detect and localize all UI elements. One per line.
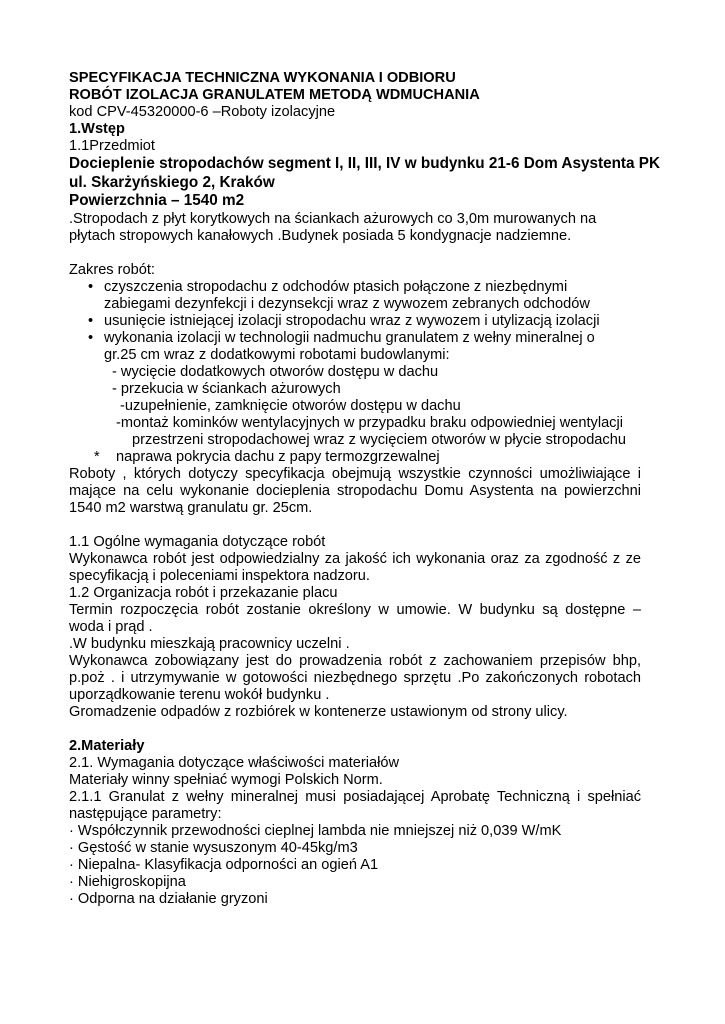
spec-title-line1: SPECYFIKACJA TECHNICZNA WYKONANIA I ODBIORU xyxy=(69,70,456,86)
scope-item-text: naprawa pokrycia dachu z papy termozgrzewalnej xyxy=(116,448,440,465)
param-rodent-resistant: · Odporna na działanie gryzoni xyxy=(69,890,268,907)
cpv-code: kod CPV-45320000-6 –Roboty izolacyjne xyxy=(69,104,336,120)
materials-norms: Materiały winny spełniać wymogi Polskich Norm. xyxy=(69,771,383,788)
section-1-1-heading: 1.1Przedmiot xyxy=(69,138,155,154)
organization-text: Termin rozpoczęcia robót zostanie określony w umowie. W budynku są dostępne – woda i prąd . xyxy=(69,601,641,635)
contractor-obligation: Wykonawca zobowiązany jest do prowadzenia robót z zachowaniem przepisów bhp, p.poż . i utrzymywanie w gotowości niezbędnego sprzętu .Po zakończonych robotach uporządkowanie terenu wokół budynku . xyxy=(69,652,641,703)
spacer xyxy=(69,721,641,738)
materials-heading: 2.Materiały xyxy=(69,737,145,754)
scope-item-text: zabiegami dezynfekcji i dezynsekcji wraz z wywozem zebranych odchodów xyxy=(104,295,590,312)
bullet-icon: • xyxy=(88,278,94,295)
scope-item-removal xyxy=(88,313,641,330)
object-line2: ul. Skarżyńskiego 2, Kraków xyxy=(69,173,275,191)
organization-heading: 1.2 Organizacja robót i przekazanie placu xyxy=(69,584,338,601)
scope-item-roof-repair xyxy=(94,449,641,466)
scope-item-text: czyszczenia stropodachu z odchodów ptasich połączone z niezbędnymi xyxy=(104,278,568,295)
granulate-requirements: 2.1.1 Granulat z wełny mineralnej musi posiadającej Aprobatę Techniczną i spełniać następujące parametry: xyxy=(69,788,641,822)
spacer xyxy=(69,245,641,262)
asterisk-icon: * xyxy=(94,448,100,465)
scope-item-text: gr.25 cm wraz z dodatkowymi robotami budowlanymi: xyxy=(104,346,450,363)
section-1-heading: 1.Wstęp xyxy=(69,121,125,137)
general-requirements-text: Wykonawca robót jest odpowiedzialny za jakość ich wykonania oraz za zgodność z ze specyfikacją i poleceniami inspektora nadzoru. xyxy=(69,550,641,584)
bullet-icon: • xyxy=(88,329,94,346)
sub-item-openings: - wycięcie dodatkowych otworów dostępu w dachu xyxy=(112,363,439,380)
sub-item-closing: -uzupełnienie, zamknięcie otworów dostępu w dachu xyxy=(120,397,461,414)
sub-item-walls: - przekucia w ściankach ażurowych xyxy=(112,380,341,397)
scope-heading: Zakres robót: xyxy=(69,261,155,278)
waste-note: Gromadzenie odpadów z rozbiórek w kontenerze ustawionym od strony ulicy. xyxy=(69,703,568,720)
scope-summary: Roboty , których dotyczy specyfikacja obejmują wszystkie czynności umożliwiające i mające na celu wykonanie docieplenia stropodachu Domu Asystenta na powierzchni 1540 m2 warstwą granulatu gr. 25cm. xyxy=(69,465,641,516)
sub-item-vents-line1: -montaż kominków wentylacyjnych w przypadku braku odpowiedniej wentylacji xyxy=(116,414,623,431)
param-fire-class: · Niepalna- Klasyfikacja odporności an ogień A1 xyxy=(69,856,379,873)
object-line1: Docieplenie stropodachów segment I, II, III, IV w budynku 21-6 Dom Asystenta PK xyxy=(69,155,661,172)
spec-title-line2: ROBÓT IZOLACJA GRANULATEM METODĄ WDMUCHANIA xyxy=(69,87,480,103)
residents-note: .W budynku mieszkają pracownicy uczelni . xyxy=(69,635,350,652)
description-line1: .Stropodach z płyt korytkowych na ściankach ażurowych co 3,0m murowanych na xyxy=(69,210,597,227)
document-page xyxy=(69,70,661,908)
param-conductivity: · Współczynnik przewodności cieplnej lambda nie mniejszej niż 0,039 W/mK xyxy=(69,822,562,839)
general-requirements-heading: 1.1 Ogólne wymagania dotyczące robót xyxy=(69,533,326,550)
description-line2: płytach stropowych kanałowych .Budynek posiada 5 kondygnacje nadziemne. xyxy=(69,227,572,244)
param-non-hygroscopic: · Niehigroskopijna xyxy=(69,873,186,890)
scope-list xyxy=(88,279,641,364)
param-density: · Gęstość w stanie wysuszonym 40-45kg/m3 xyxy=(69,839,358,856)
spacer xyxy=(69,517,641,534)
scope-item-text: wykonania izolacji w technologii nadmuchu granulatem z wełny mineralnej o xyxy=(104,329,595,346)
materials-requirements-heading: 2.1. Wymagania dotyczące właściwości materiałów xyxy=(69,754,399,771)
scope-item-cleaning xyxy=(88,279,641,313)
area-line: Powierzchnia – 1540 m2 xyxy=(69,192,245,209)
sub-item-vents-line2: przestrzeni stropodachowej wraz z wycięciem otworów w płycie stropodachu xyxy=(132,431,626,448)
scope-item-insulation xyxy=(88,330,641,364)
bullet-icon: • xyxy=(88,312,94,329)
scope-item-text: usunięcie istniejącej izolacji stropodachu wraz z wywozem i utylizacją izolacji xyxy=(104,312,600,329)
